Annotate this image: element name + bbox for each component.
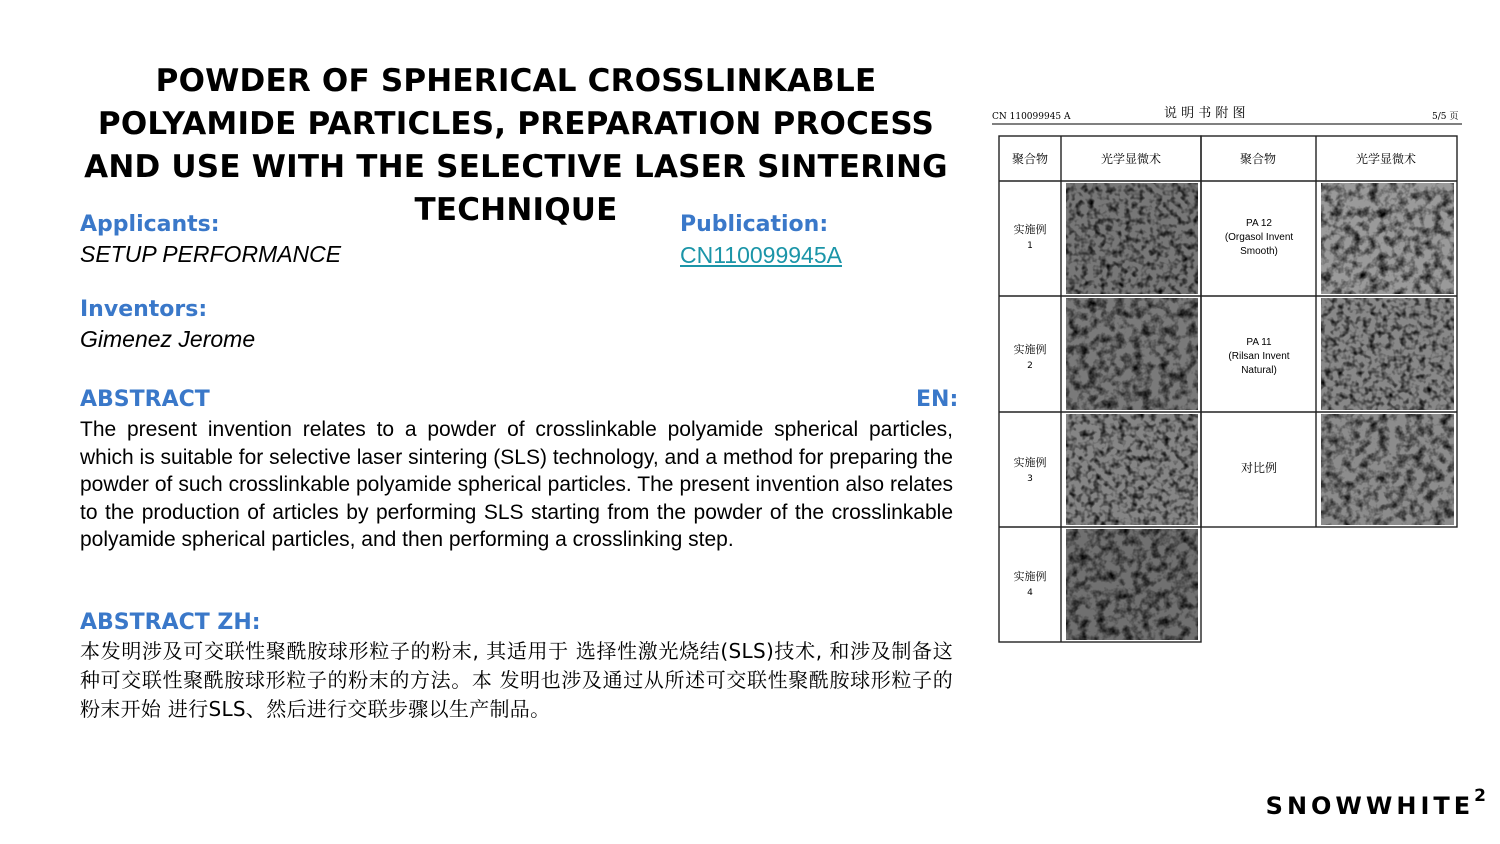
sheet-title: 说 明 书 附 图 [1164,106,1246,121]
brand-name: SNOWWHITE [1265,792,1475,820]
brand-logo [1265,786,1486,820]
row-label-2: 实施例 [1013,343,1047,356]
page-title: POWDER OF SPHERICAL CROSSLINKABLE POLYAMIDE PARTICLES, PREPARATION PROCESS AND USE WITH THE SELECTIVE LASER SINTERING TECHNIQUE [84,63,948,228]
abstract-zh-text: 本发明涉及可交联性聚酰胺球形粒子的粉末, 其适用于 选择性激光烧结(SLS)技术, 和涉及制备这种可交联性聚酰胺球形粒子的粉末的方法。本 发明也涉及通过从所述可交联性聚酰胺球形粒子的粉末开始 进行SLS、然后进行交联步骤以生产制品。 [80,639,953,721]
sheet-page: 5/5 页 [1432,112,1459,122]
brand-sup: 2 [1474,786,1486,806]
abstract-en-text: The present invention relates to a powder of crosslinkable polyamide spherical particles, which is suitable for selective laser sintering (SLS) technology, and a method for preparing the powder of such crosslinkable polyamide spherical particles. The present invention also relates to the production of articles by performing SLS starting from the powder of the crosslinkable polyamide spherical particles, and then performing a crosslinking step. [80,418,953,552]
row-num-1: 1 [1027,241,1033,251]
applicants-value: SETUP PERFORMANCE [80,241,342,267]
row-num-2: 2 [1027,361,1033,371]
row-label-1: 实施例 [1013,223,1047,236]
publication-label: Publication: [680,212,829,237]
inventors-label: Inventors: [80,297,208,322]
right-row-1-line2: (Orgasol Invent [1224,232,1294,243]
abstract-en-lang: EN: [916,387,959,412]
abstract-zh-label: ABSTRACT ZH: [80,610,261,635]
right-row-3-line1: 对比例 [1240,461,1278,475]
col-header-polymer-1: 聚合物 [1011,152,1049,166]
inventors-value: Gimenez Jerome [80,326,256,352]
row-num-4: 4 [1027,588,1033,598]
doc-number: CN 110099945 A [992,112,1071,122]
patent-figure [988,100,1468,648]
right-row-2-line1: PA 11 [1246,337,1272,348]
col-header-microscopy-2: 光学显微术 [1355,152,1417,166]
micrograph-table-figure [988,100,1468,648]
right-row-1-line3: Smooth) [1240,246,1278,257]
col-header-microscopy-1: 光学显微术 [1100,152,1162,166]
right-row-2-line2: (Rilsan Invent [1228,351,1290,362]
right-row-2-line3: Natural) [1241,365,1277,376]
row-num-3: 3 [1027,474,1033,484]
row-label-4: 实施例 [1013,570,1047,583]
abstract-en-label: ABSTRACT [80,387,210,412]
row-label-3: 实施例 [1013,456,1047,469]
publication-link[interactable]: CN110099945A [680,242,842,268]
right-row-1-line1: PA 12 [1246,218,1272,229]
micrographs-right [1321,183,1454,525]
applicants-label: Applicants: [80,212,220,237]
col-header-polymer-2: 聚合物 [1239,152,1277,166]
